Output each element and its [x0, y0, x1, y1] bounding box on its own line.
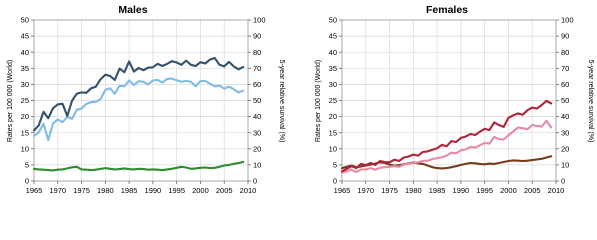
y2-tick-label: 100: [561, 15, 574, 25]
y2-tick-label: 80: [561, 47, 570, 57]
y-tick-label: 25: [328, 96, 337, 106]
x-tick-label: 1965: [25, 186, 43, 195]
y-tick-label: 45: [20, 31, 29, 41]
y-tick-label: 25: [20, 96, 29, 106]
x-tick-label: 1970: [357, 186, 375, 195]
y-tick-label: 0: [24, 176, 29, 186]
y-tick-label: 20: [328, 112, 337, 122]
left-axis-label: Rates per 100 000 (World): [7, 59, 14, 143]
y2-tick-label: 40: [561, 112, 570, 122]
x-tick-label: 1995: [476, 186, 494, 195]
y2-tick-label: 40: [253, 112, 262, 122]
y2-tick-label: 80: [253, 47, 262, 57]
y2-tick-label: 0: [561, 176, 566, 186]
x-tick-label: 1970: [49, 186, 67, 195]
x-tick-label: 1965: [333, 186, 351, 195]
y2-tick-label: 60: [561, 80, 570, 89]
x-tick-label: 2000: [192, 186, 209, 195]
y-tick-label: 50: [328, 15, 337, 25]
y2-tick-label: 50: [561, 96, 570, 106]
right-axis-label: 5-year relative survival (%): [587, 59, 594, 143]
x-tick-label: 1990: [452, 186, 470, 195]
y2-tick-label: 20: [561, 144, 570, 154]
x-tick-label: 2000: [500, 186, 517, 195]
chart-title: Females: [425, 4, 469, 16]
x-tick-label: 1985: [428, 186, 446, 195]
x-tick-label: 1975: [381, 186, 398, 195]
y-tick-label: 5: [332, 160, 337, 170]
y-tick-label: 20: [20, 112, 29, 122]
right-axis-label: 5-year relative survival (%): [278, 59, 285, 143]
x-tick-label: 1980: [404, 186, 422, 195]
x-tick-label: 1985: [120, 186, 138, 195]
y2-tick-label: 100: [253, 15, 266, 25]
y-tick-label: 40: [20, 47, 29, 57]
y2-tick-label: 90: [253, 31, 262, 41]
y2-tick-label: 30: [561, 128, 570, 138]
y-tick-label: 30: [328, 80, 337, 89]
y2-tick-label: 30: [253, 128, 262, 138]
y-tick-label: 10: [20, 144, 29, 154]
y-tick-label: 10: [328, 144, 337, 154]
y-tick-label: 30: [20, 80, 29, 89]
y-tick-label: 35: [20, 63, 29, 73]
y-tick-label: 45: [328, 31, 337, 41]
x-tick-label: 2010: [547, 186, 565, 195]
y-tick-label: 40: [328, 47, 337, 57]
y-tick-label: 15: [20, 128, 29, 138]
x-tick-label: 1990: [144, 186, 162, 195]
y2-tick-label: 10: [561, 160, 570, 170]
y-tick-label: 5: [24, 160, 29, 170]
y-tick-label: 0: [332, 176, 337, 186]
y-tick-label: 35: [328, 63, 337, 73]
y2-tick-label: 50: [253, 96, 262, 106]
x-tick-label: 1980: [96, 186, 114, 195]
y-tick-label: 50: [20, 15, 29, 25]
x-tick-label: 2010: [239, 186, 257, 195]
y2-tick-label: 10: [253, 160, 262, 170]
left-axis-label: Rates per 100 000 (World): [315, 59, 322, 143]
y2-tick-label: 60: [253, 80, 262, 89]
y-tick-label: 15: [328, 128, 337, 138]
chart-title: Males: [118, 4, 148, 16]
x-tick-label: 2005: [215, 186, 233, 195]
y2-tick-label: 70: [561, 63, 570, 73]
y2-tick-label: 20: [253, 144, 262, 154]
x-tick-label: 2005: [523, 186, 541, 195]
y2-tick-label: 90: [561, 31, 570, 41]
y2-tick-label: 0: [253, 176, 258, 186]
x-tick-label: 1975: [73, 186, 90, 195]
y2-tick-label: 70: [253, 63, 262, 73]
x-tick-label: 1995: [168, 186, 186, 195]
